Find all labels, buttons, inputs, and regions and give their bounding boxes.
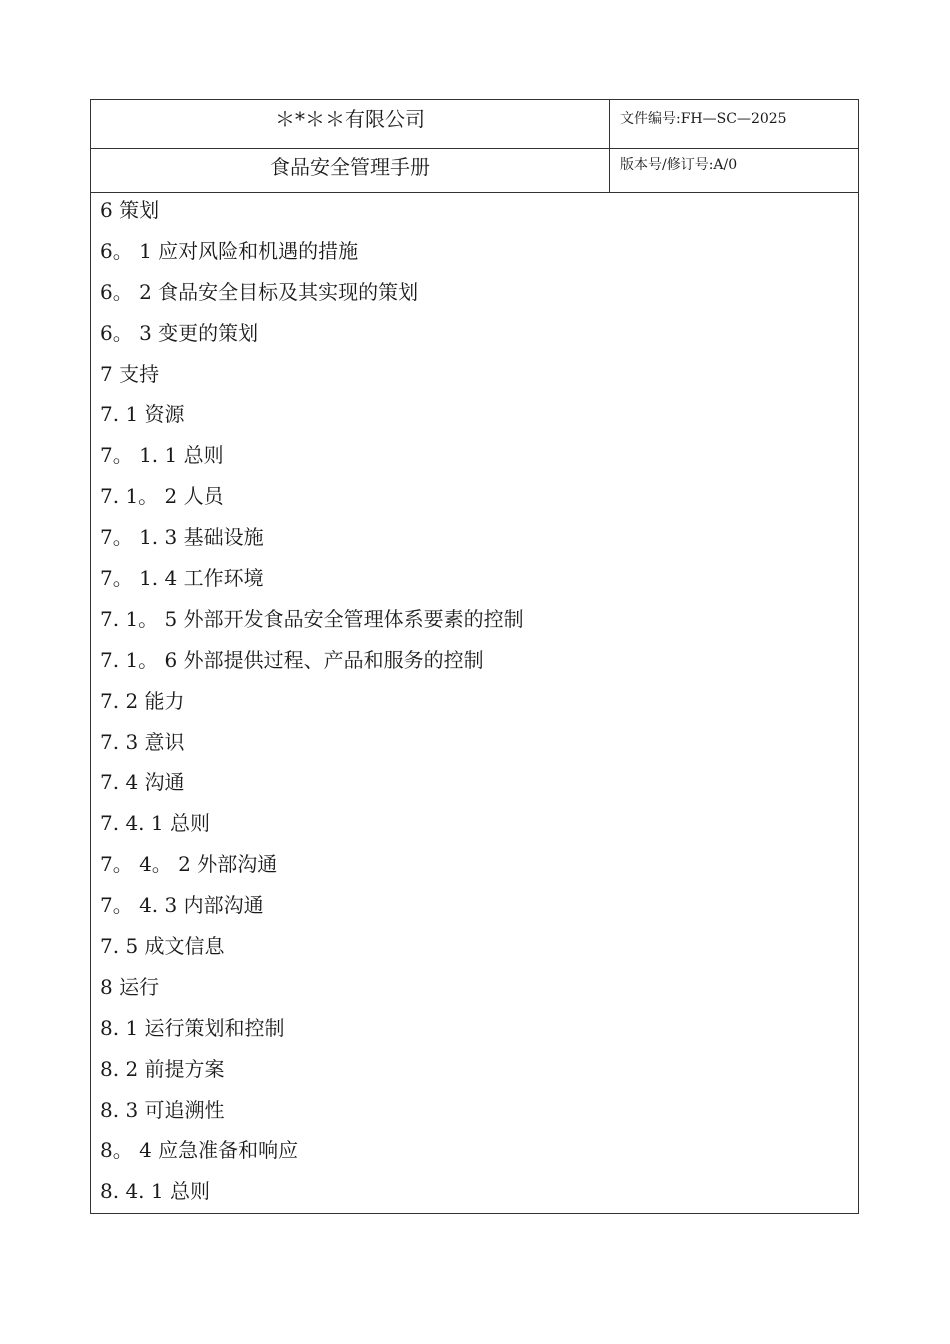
company-name: ＊*＊＊有限公司	[91, 100, 610, 148]
toc-item: 7. 5 成文信息	[100, 934, 225, 959]
toc-item: 7. 1。 6 外部提供过程、产品和服务的控制	[100, 647, 484, 672]
document-number: 文件编号:FH—SC—2025	[620, 111, 787, 127]
toc-item: 8。 4 应急准备和响应	[100, 1138, 299, 1163]
manual-title: 食品安全管理手册	[91, 149, 610, 192]
header-row-title	[91, 149, 858, 193]
toc-item: 6。 1 应对风险和机遇的措施	[100, 238, 359, 263]
toc-item: 7. 4 沟通	[100, 770, 185, 795]
toc-item: 7。 1. 1 总则	[100, 443, 224, 468]
table-of-contents	[100, 195, 524, 1217]
toc-item: 7。 1. 4 工作环境	[100, 566, 264, 591]
toc-item: 7. 1。 2 人员	[100, 484, 224, 509]
toc-item: 8. 4. 1 总则	[100, 1179, 210, 1204]
toc-item: 8. 2 前提方案	[100, 1056, 225, 1081]
toc-item: 7 支持	[100, 361, 160, 386]
toc-item: 8. 3 可追溯性	[100, 1097, 225, 1122]
header-row-company	[91, 100, 858, 149]
toc-item: 6。 3 变更的策划	[100, 320, 259, 345]
toc-item: 7。 1. 3 基础设施	[100, 525, 264, 550]
toc-item: 7. 1。 5 外部开发食品安全管理体系要素的控制	[100, 606, 524, 631]
toc-item: 7. 2 能力	[100, 688, 185, 713]
toc-item: 6 策划	[100, 198, 160, 222]
toc-item: 8. 1 运行策划和控制	[100, 1015, 285, 1040]
toc-item: 7. 1 资源	[100, 402, 185, 427]
toc-item: 7. 4. 1 总则	[100, 811, 210, 836]
document-frame	[90, 99, 859, 1214]
toc-item: 6。 2 食品安全目标及其实现的策划	[100, 279, 419, 304]
toc-item: 7。 4。 2 外部沟通	[100, 852, 278, 877]
toc-item: 7。 4. 3 内部沟通	[100, 893, 264, 918]
toc-item: 7. 3 意识	[100, 729, 185, 754]
toc-item: 8 运行	[100, 974, 160, 999]
version-number: 版本号/修订号:A/0	[620, 157, 738, 173]
